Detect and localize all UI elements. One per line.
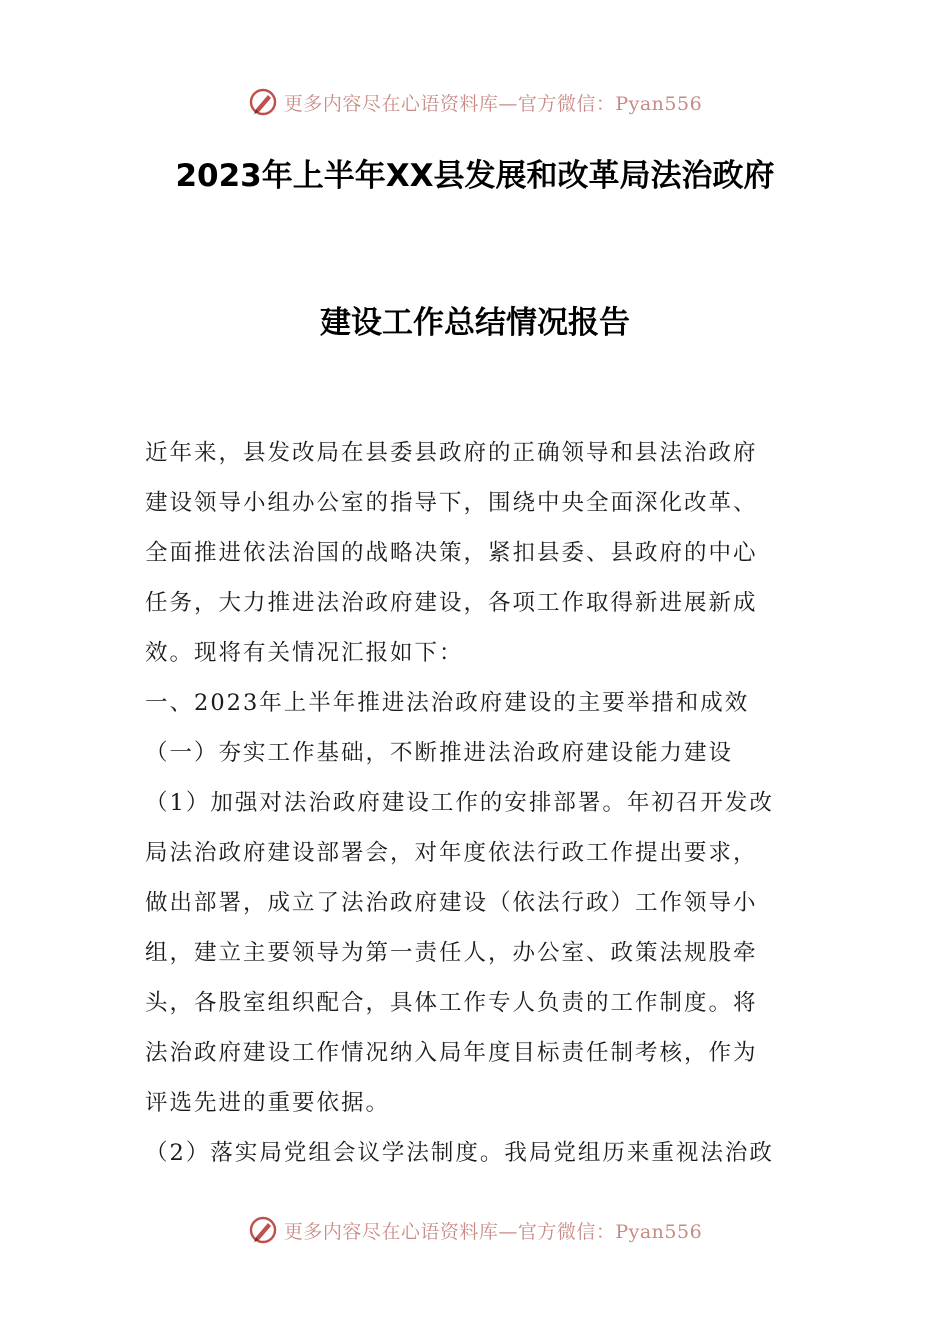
body-line: 全面推进依法治国的战略决策，紧扣县委、县政府的中心 (145, 540, 758, 566)
body-line: 局法治政府建设部署会，对年度依法行政工作提出要求， (145, 840, 758, 866)
body-line: 做出部署，成立了法治政府建设（依法行政）工作领导小 (145, 890, 758, 916)
watermark-text: 更多内容尽在心语资料库—官方微信：Pyan556 (283, 1220, 703, 1243)
body-line: 建设领导小组办公室的指导下，围绕中央全面深化改革、 (145, 490, 758, 516)
document-title-line-2: 建设工作总结情况报告 (320, 305, 630, 341)
footer-watermark (0, 1210, 950, 1250)
body-line: 任务，大力推进法治政府建设，各项工作取得新进展新成 (145, 590, 758, 616)
body-line: 组，建立主要领导为第一责任人，办公室、政策法规股牵 (145, 940, 758, 966)
header-watermark (0, 82, 950, 122)
body-line: （2）落实局党组会议学法制度。我局党组历来重视法治政 (145, 1140, 774, 1166)
body-line: 效。现将有关情况汇报如下： (145, 640, 464, 666)
body-line: 头，各股室组织配合，具体工作专人负责的工作制度。将 (145, 990, 758, 1016)
body-line: 评选先进的重要依据。 (145, 1090, 391, 1116)
document-title-line-1: 2023年上半年XX县发展和改革局法治政府 (175, 158, 775, 194)
pen-logo-icon (248, 1215, 278, 1245)
watermark-text: 更多内容尽在心语资料库—官方微信：Pyan556 (283, 92, 703, 115)
section-heading: 一、2023年上半年推进法治政府建设的主要举措和成效 (145, 690, 750, 716)
body-line: 近年来，县发改局在县委县政府的正确领导和县法治政府 (145, 440, 758, 466)
body-line: 法治政府建设工作情况纳入局年度目标责任制考核，作为 (145, 1040, 758, 1066)
body-line: （1）加强对法治政府建设工作的安排部署。年初召开发改 (145, 790, 774, 816)
pen-logo-icon (248, 87, 278, 117)
document-body (145, 428, 810, 1178)
subsection-heading: （一）夯实工作基础，不断推进法治政府建设能力建设 (145, 740, 734, 766)
